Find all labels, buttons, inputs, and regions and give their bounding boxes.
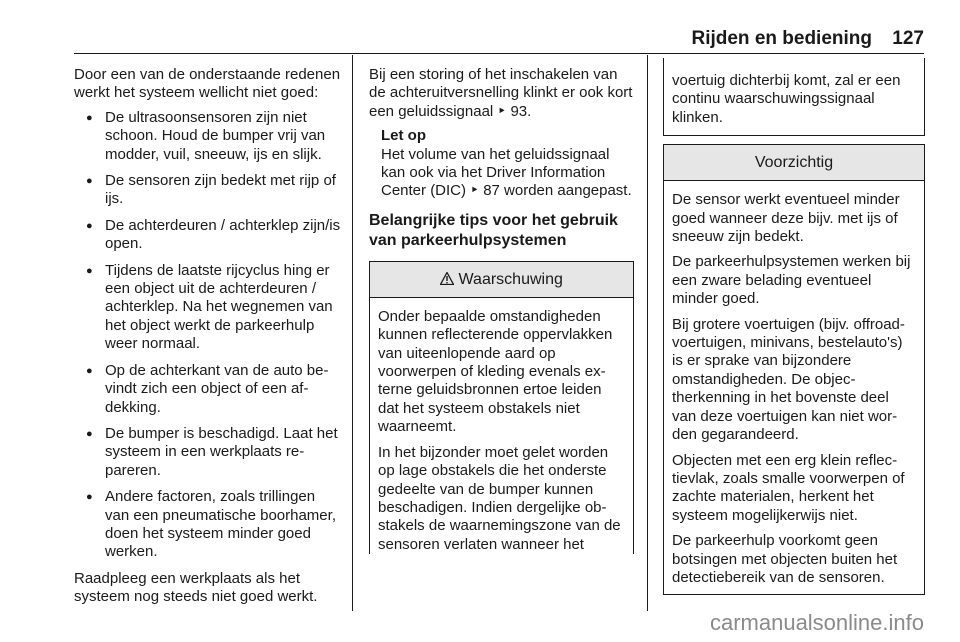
caution-paragraph: Objecten met een erg klein reflectievlak, zoals smalle voorwerpen of zachte materialen, herkent het systeem mogelijkerwijs niet. [672, 451, 905, 524]
left-column [74, 66, 342, 613]
list-item: ● Andere factoren, zoals trillingen van een pneumatische boorhamer, doen het systeem minder goed werken. [74, 488, 342, 562]
list-item: ● De achterdeuren / achterklep zijn/is open. [74, 217, 342, 254]
page-number: 127 [892, 28, 924, 49]
warning-triangle-icon [440, 271, 458, 288]
note-text: Het volume van het geluidssignaal kan ook via het Driver Information Center (DIC) ‣ 87 worden aangepast. [381, 145, 632, 200]
list-item: ● Op de achterkant van de auto bevindt zich een object of een afdekking. [74, 362, 342, 417]
caution-box [663, 144, 925, 595]
list-item: ● De ultrasoonsensoren zijn niet schoon. Houd de bumper vrij van modder, vuil, sneeuw, ijs en slijk. [74, 109, 342, 164]
intro-paragraph: Door een van de onderstaande redenen werkt het systeem wellicht niet goed: [74, 66, 341, 102]
right-column [663, 58, 925, 595]
column-divider-right [647, 55, 648, 611]
section-title: Rijden en bediening [691, 28, 872, 49]
warning-continuation-box [663, 58, 925, 136]
malfunction-causes-list [74, 109, 342, 562]
warning-continuation-text: voertuig dichterbij komt, zal er een continu waarschuwingssignaal klinken. [672, 72, 901, 126]
watermark: carmanualsonline.info [709, 610, 924, 635]
caution-paragraph: Bij grotere voertuigen (bijv. offroad-voertuigen, minivans, bestelauto's) is er sprake van bijzondere omstandigheden. De objectherkenning in het bovenste deel van deze voertuigen kan niet worden gegarandeerd. [672, 315, 905, 444]
caution-paragraph: De parkeerhulpsystemen werken bij een zware belading eventueel minder goed. [672, 253, 911, 308]
list-item: ● De bumper is beschadigd. Laat het systeem in een werkplaats repareren. [74, 425, 342, 480]
list-item: ● De sensoren zijn bedekt met rijp of ijs. [74, 172, 342, 209]
warning-body [370, 298, 633, 554]
section-heading: Belangrijke tips voor het gebruik van parkeerhulpsystemen [369, 211, 618, 249]
list-item: ● Tijdens de laatste rijcyclus hing er een object uit de achterdeuren / achterklep. Na het wegnemen van het object werkt de parkeerhulp weer normaal. [74, 262, 342, 354]
warning-header [370, 262, 633, 298]
warning-title: Waarschuwing [458, 270, 563, 288]
note-title: Let op [381, 127, 426, 145]
middle-column [369, 66, 634, 554]
header-divider [74, 53, 924, 54]
warning-paragraph: Onder bepaalde omstandigheden kunnen reflecterende oppervlakken van uiteenlopende aard op voorwerpen of kleding evenals externe geluidsbronnen ertoe leiden dat het systeem obstakels niet waarneemt. [378, 307, 613, 436]
warning-paragraph: In het bijzonder moet gelet worden op lage obstakels die het onderste gedeelte van de bumper kunnen beschadigen. Indien dergelijke obstakels de waarnemingszone van de sensoren verlaten wanneer het [378, 443, 621, 553]
caution-body [664, 181, 924, 587]
note-block [369, 127, 634, 201]
caution-header: Voorzichtig [664, 145, 924, 181]
caution-paragraph: De sensor werkt eventueel minder goed wanneer deze bijv. met ijs of sneeuw zijn bedekt. [672, 191, 900, 246]
signal-paragraph: Bij een storing of het inschakelen van de achteruitversnelling klinkt er ook kort een geluidssignaal ‣ 93. [369, 66, 633, 120]
caution-paragraph: De parkeerhulp voorkomt geen botsingen met objecten buiten het detectiebereik van de sensoren. [672, 532, 898, 586]
column-divider-left [352, 55, 353, 611]
closing-paragraph: Raadpleeg een werkplaats als het systeem nog steeds niet goed werkt. [74, 569, 318, 606]
warning-box [369, 261, 634, 554]
